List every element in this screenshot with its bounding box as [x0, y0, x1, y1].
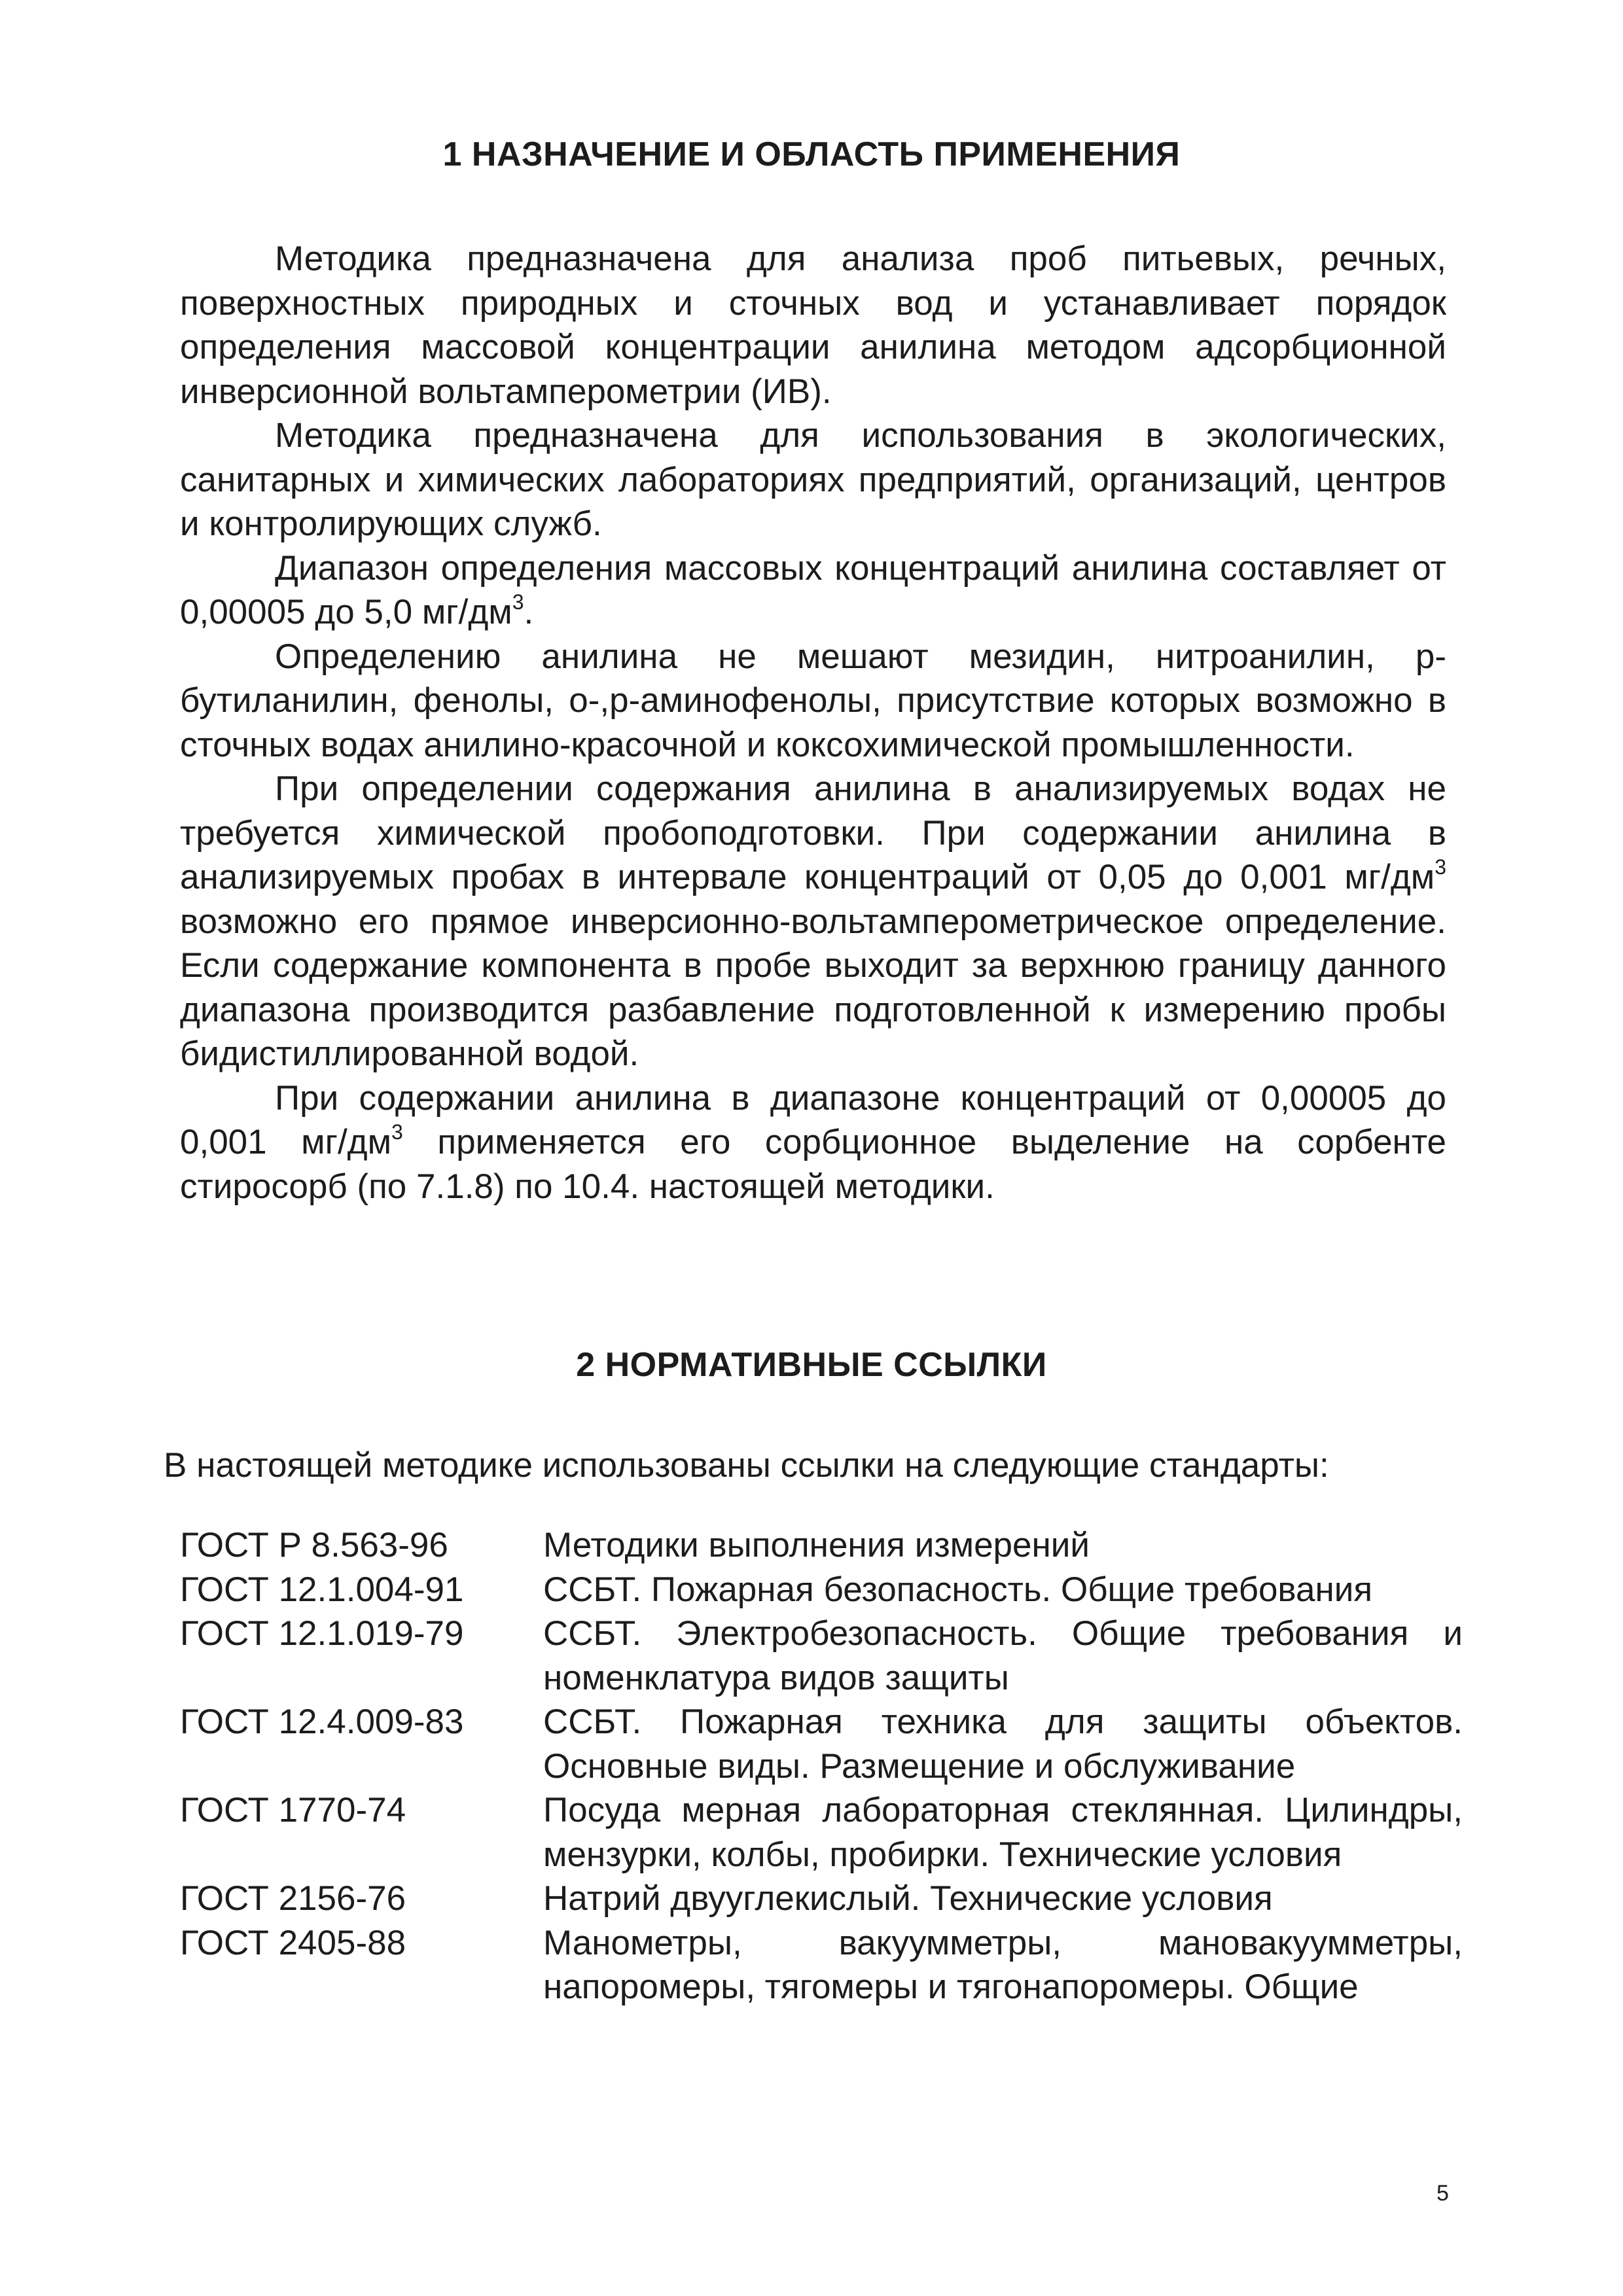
- reference-code: ГОСТ 1770-74: [180, 1791, 406, 1829]
- references-list: [180, 1523, 1463, 2009]
- reference-title: Натрий двууглекислый. Технические условия: [543, 1879, 1273, 1918]
- reference-row: [180, 1877, 1463, 1921]
- reference-code: ГОСТ 12.1.019-79: [180, 1614, 464, 1653]
- reference-code: ГОСТ Р 8.563-96: [180, 1526, 448, 1564]
- reference-row: [180, 1523, 1463, 1568]
- reference-row: [180, 1612, 1463, 1700]
- reference-row: [180, 1568, 1463, 1612]
- reference-code: ГОСТ 2156-76: [180, 1879, 406, 1918]
- reference-title: ССБТ. Электробезопасность. Общие требования и номенклатура видов защиты: [543, 1614, 1463, 1697]
- paragraph-interference: Определению анилина не мешают мезидин, нитроанилин, р-бутиланилин, фенолы, о-,р-аминофенолы, присутствие которых возможно в сточных водах анилино-красочной и коксохимической промышленности.: [180, 637, 1446, 764]
- paragraph-range: Диапазон определения массовых концентраций анилина составляет от 0,00005 до 5,0 $мг/дм^3$.: [180, 548, 1446, 631]
- paragraph-usage: Методика предназначена для использования в экологических, санитарных и химических лабораториях предприятий, организаций, центров и контролирующих служб.: [180, 416, 1446, 543]
- reference-title: Методики выполнения измерений: [543, 1526, 1090, 1564]
- paragraph-preparation: При определении содержания анилина в анализируемых водах не требуется химической пробоподготовки. При содержании анилина в анализируемых пробах в интервале концентраций от 0,05 до 0,001 $мг/дм^3$ возможно его прямое инверсионно-вольтамперометрическое определение. Если содержание компонента в пробе выходит за верхнюю границу данного диапазона производится разбавление подготовленной к измерению пробы бидистиллированной водой.: [180, 769, 1446, 1073]
- reference-row: [180, 1700, 1463, 1788]
- reference-row: [180, 1921, 1463, 2009]
- section-1-body: [180, 237, 1446, 1209]
- paragraph-sorption: При содержании анилина в диапазоне концентраций от 0,00005 до 0,001 $мг/дм^3$ применяется его сорбционное выделение на сорбенте стиросорб (по 7.1.8) по 10.4. настоящей методики.: [180, 1078, 1446, 1206]
- reference-title: Манометры, вакуумметры, мановакуумметры, напоромеры, тягомеры и тягонапоромеры. Общие: [543, 1923, 1463, 2006]
- section-2-title: 2 НОРМАТИВНЫЕ ССЫЛКИ: [576, 1346, 1047, 1384]
- reference-title: ССБТ. Пожарная безопасность. Общие требования: [543, 1570, 1373, 1609]
- reference-code: ГОСТ 12.1.004-91: [180, 1570, 464, 1609]
- reference-code: ГОСТ 12.4.009-83: [180, 1703, 464, 1741]
- reference-code: ГОСТ 2405-88: [180, 1923, 406, 1962]
- reference-row: [180, 1788, 1463, 1877]
- section-1-title: 1 НАЗНАЧЕНИЕ И ОБЛАСТЬ ПРИМЕНЕНИЯ: [442, 135, 1181, 173]
- reference-title: Посуда мерная лабораторная стеклянная. Цилиндры, мензурки, колбы, пробирки. Технические условия: [543, 1791, 1463, 1874]
- references-intro: В настоящей методике использованы ссылки на следующие стандарты:: [164, 1446, 1329, 1485]
- paragraph-purpose: Методика предназначена для анализа проб питьевых, речных, поверхностных природных и сточных вод и устанавливает порядок определения массовой концентрации анилина методом адсорбционной инверсионной вольтамперометрии (ИВ).: [180, 239, 1446, 411]
- reference-title: ССБТ. Пожарная техника для защиты объектов. Основные виды. Размещение и обслуживание: [543, 1703, 1463, 1786]
- page-number: 5: [1436, 2181, 1449, 2206]
